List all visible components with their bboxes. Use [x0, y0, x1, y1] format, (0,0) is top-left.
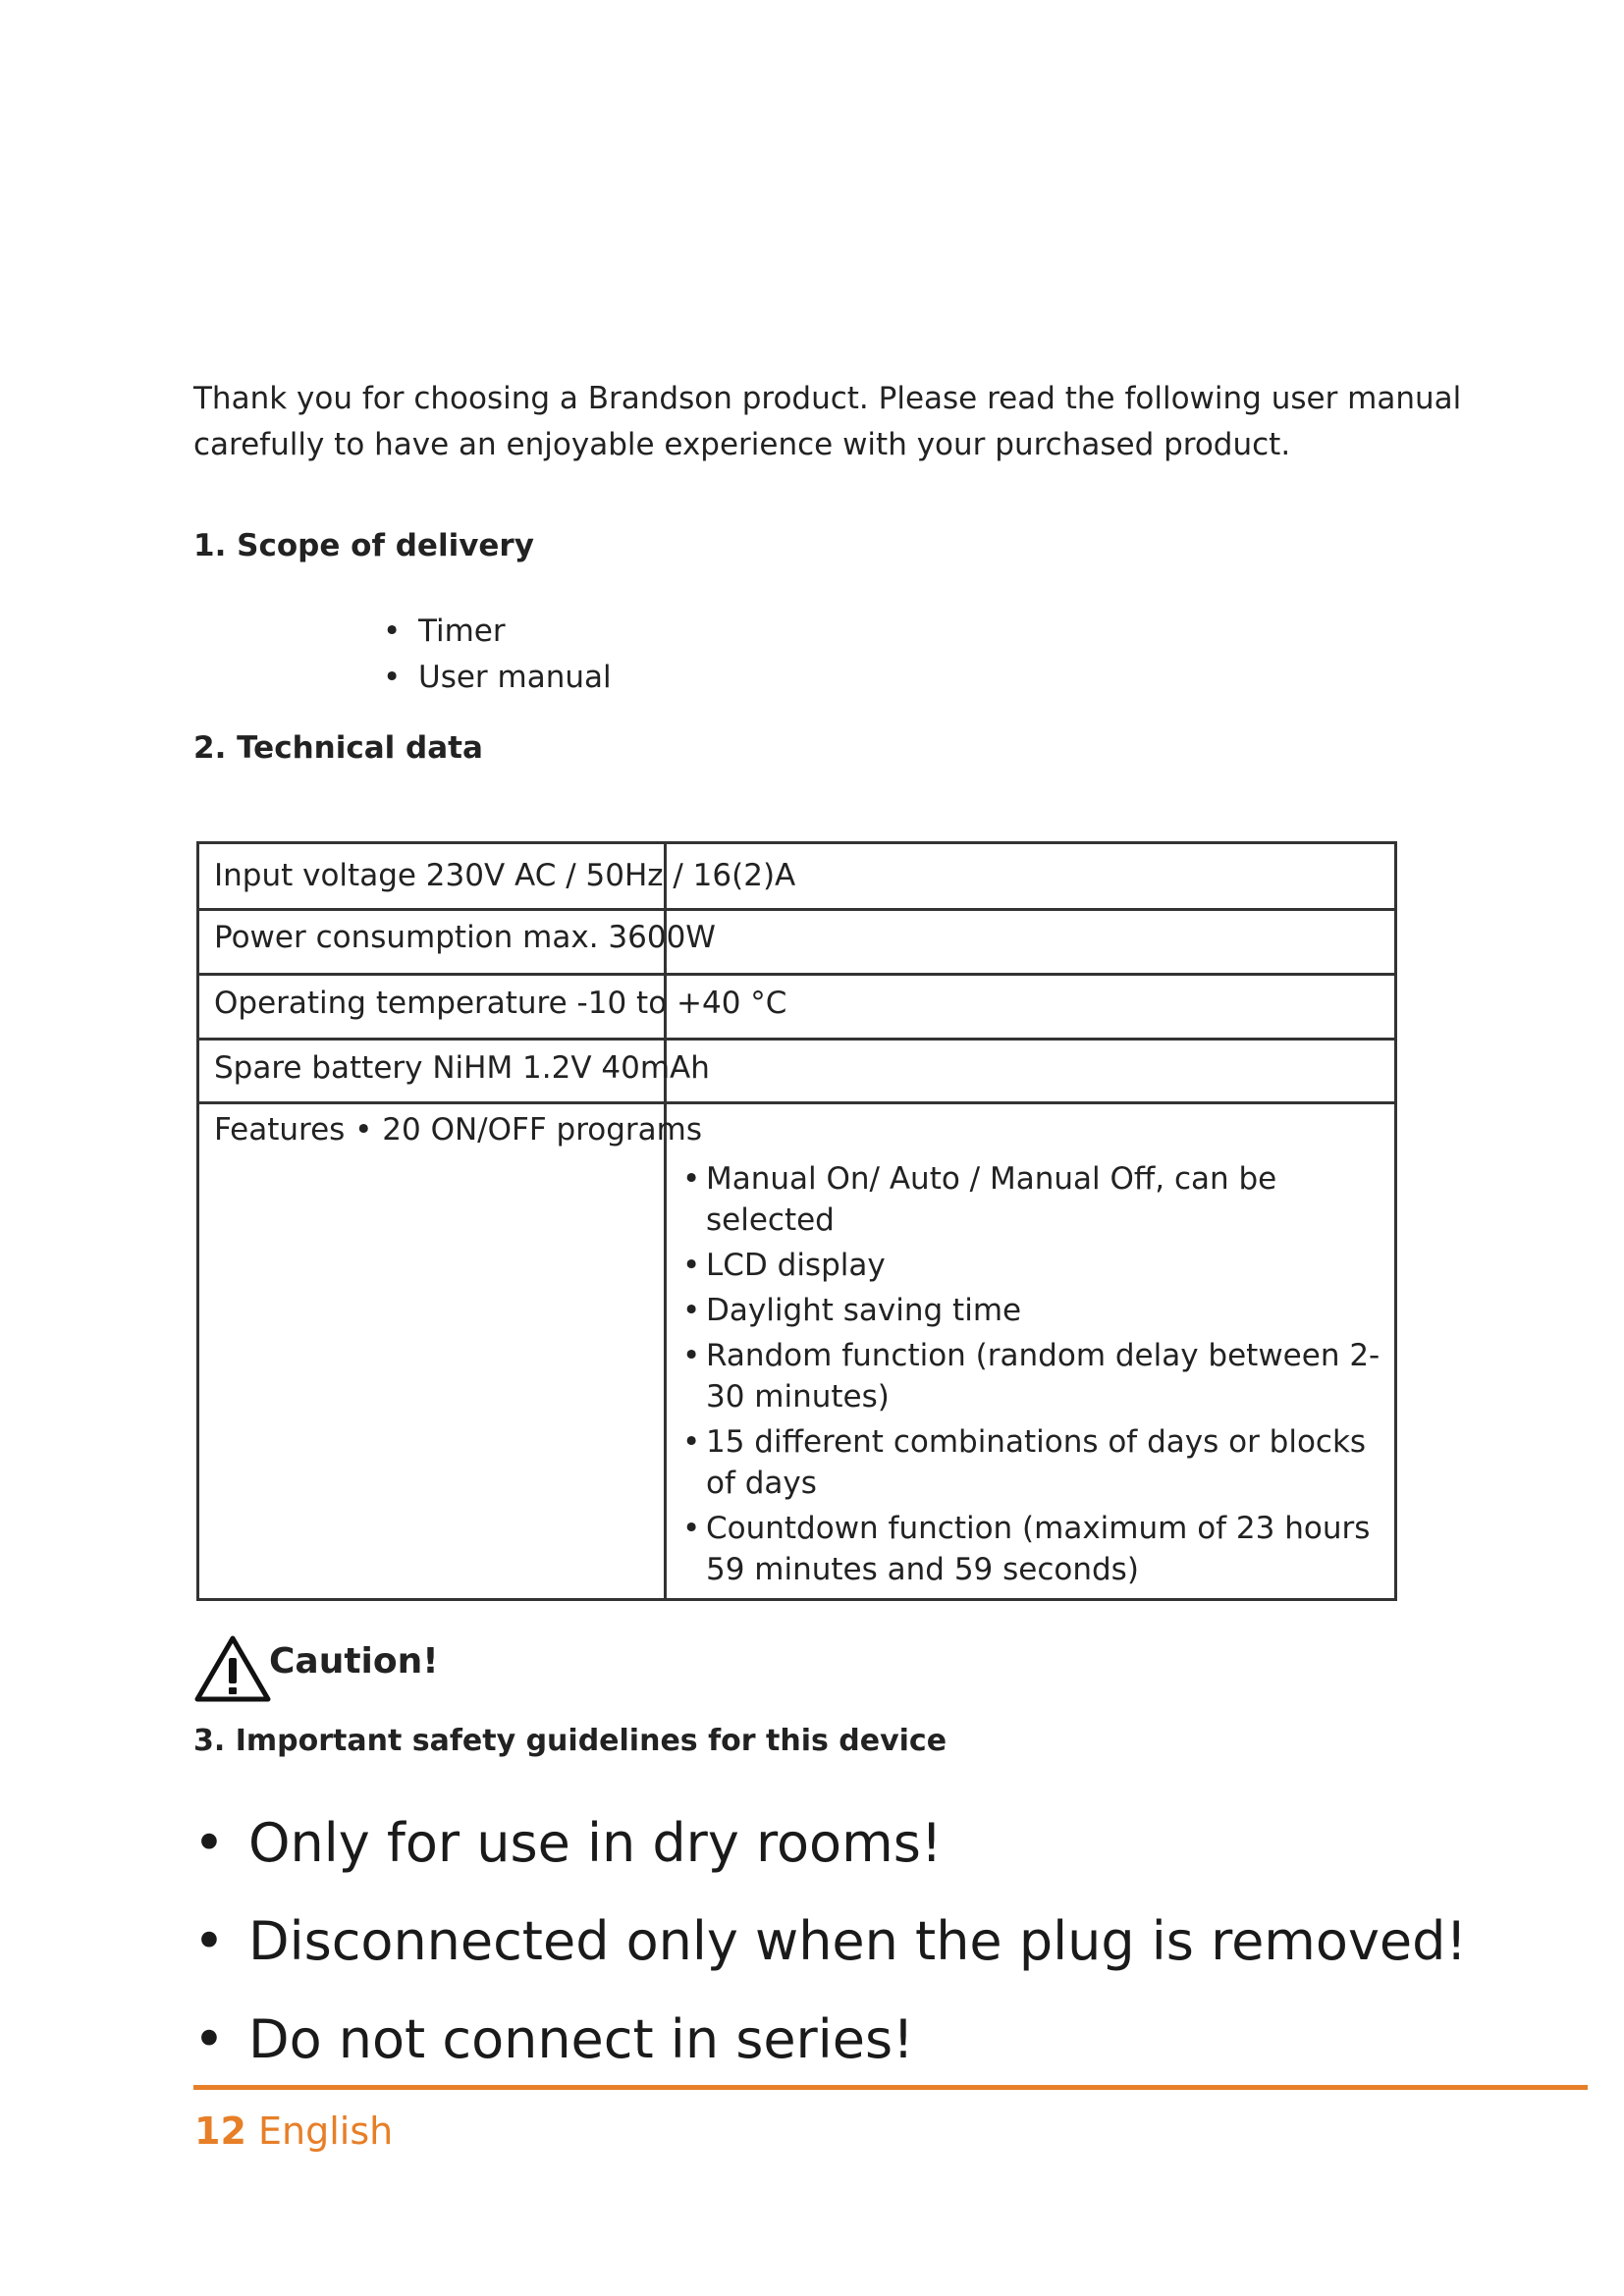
list-item: • Only for use in dry rooms!	[193, 1811, 1467, 1876]
table-row-divider	[199, 1101, 1394, 1104]
features-list	[678, 1158, 1385, 1594]
table-row-input-voltage: Input voltage 230V AC / 50Hz / 16(2)A	[214, 858, 796, 893]
technical-heading: 2. Technical data	[193, 730, 483, 766]
table-row-divider	[199, 973, 1394, 976]
list-item: • Timer	[383, 609, 612, 655]
table-row-divider	[199, 908, 1394, 911]
table-row-features: Features • 20 ON/OFF programs	[214, 1112, 703, 1148]
table-row-power-consumption: Power consumption max. 3600W	[214, 920, 716, 955]
footer-language: English	[257, 2109, 394, 2153]
footer-divider	[193, 2085, 1588, 2090]
warning-triangle-icon	[194, 1634, 271, 1703]
safety-heading: 3. Important safety guidelines for this device	[193, 1724, 947, 1758]
page-number: 12	[194, 2109, 246, 2153]
page-footer	[194, 2109, 393, 2154]
safety-list	[193, 1811, 1467, 2106]
technical-data-table	[196, 841, 1397, 1601]
caution-label	[194, 1634, 439, 1703]
list-item: • 15 different combinations of days or blocks of days	[678, 1421, 1385, 1504]
list-item: • Disconnected only when the plug is removed!	[193, 1909, 1467, 1974]
list-item: • LCD display	[678, 1245, 1385, 1286]
intro-line-1: Thank you for choosing a Brandson product. Please read the following user manual	[193, 381, 1462, 416]
scope-list	[383, 609, 612, 701]
scope-heading: 1. Scope of delivery	[193, 528, 534, 563]
list-item: • User manual	[383, 655, 612, 701]
table-row-spare-battery: Spare battery NiHM 1.2V 40mAh	[214, 1050, 710, 1086]
table-row-operating-temperature: Operating temperature -10 to +40 °C	[214, 986, 787, 1021]
list-item: • Do not connect in series!	[193, 2007, 1467, 2072]
list-item: • Countdown function (maximum of 23 hours 59 minutes and 59 seconds)	[678, 1508, 1385, 1590]
list-item: • Daylight saving time	[678, 1290, 1385, 1331]
list-item: • Random function (random delay between 2-30 minutes)	[678, 1335, 1385, 1417]
list-item: • Manual On/ Auto / Manual Off, can be selected	[678, 1158, 1385, 1241]
intro-line-2: carefully to have an enjoyable experience with your purchased product.	[193, 427, 1291, 462]
caution-text: Caution!	[269, 1641, 439, 1682]
table-column-divider	[664, 844, 667, 1598]
intro-paragraph	[193, 376, 1470, 468]
table-row-divider	[199, 1038, 1394, 1041]
